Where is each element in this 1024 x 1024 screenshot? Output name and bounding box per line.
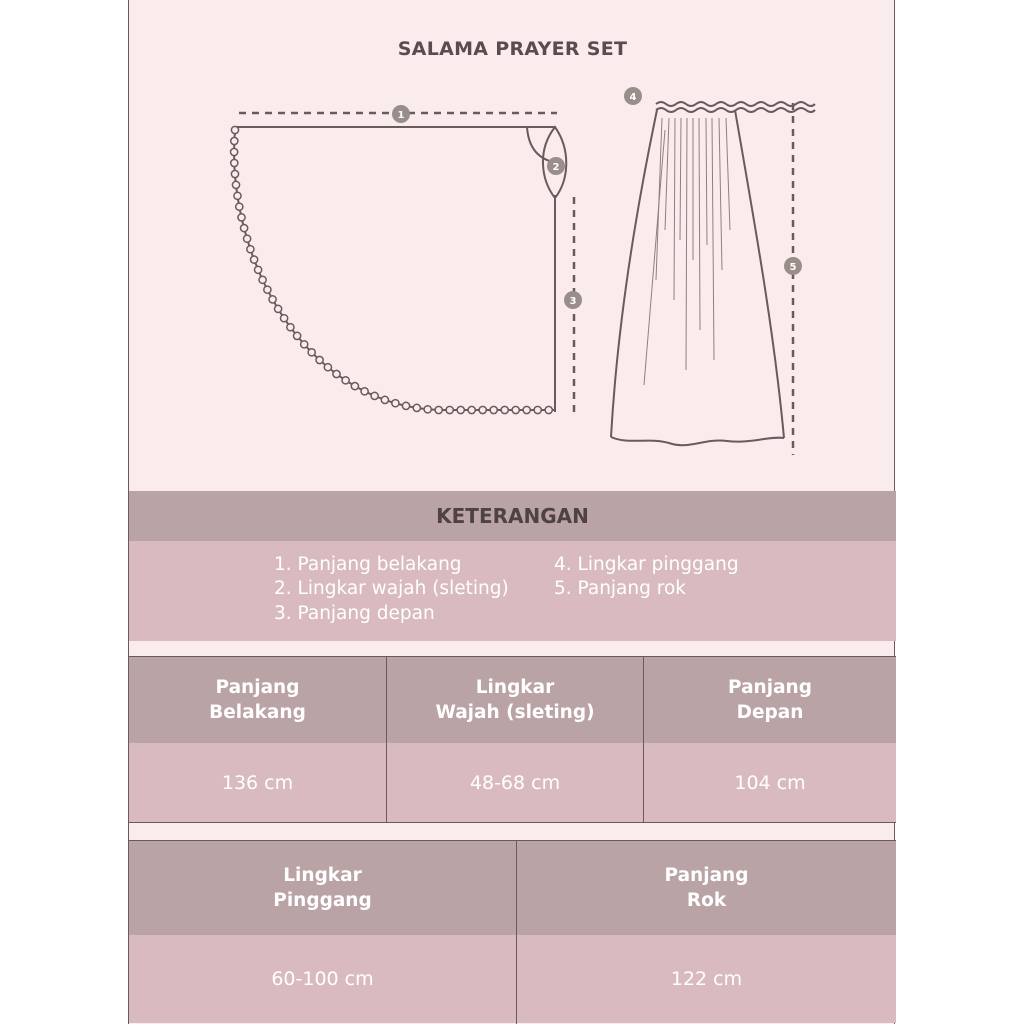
scallop-dot xyxy=(232,181,239,188)
scallop-dot xyxy=(324,364,331,371)
scallop-dot xyxy=(231,159,238,166)
hem-curve xyxy=(234,130,555,410)
size-chart-panel xyxy=(128,0,895,1024)
marker-2 xyxy=(547,157,565,175)
scallop-dot xyxy=(294,332,301,339)
cell-value: 136 cm xyxy=(129,743,386,822)
scallop-dot xyxy=(259,276,266,283)
cell-header-line: Lingkar xyxy=(283,865,362,886)
scallop-dot xyxy=(281,315,288,322)
marker-1-label: 1 xyxy=(397,110,405,121)
cell-header xyxy=(644,657,896,743)
legend-item: 4. Lingkar pinggang xyxy=(554,554,739,575)
cell-header-line: Rok xyxy=(686,890,727,911)
scallop-dot xyxy=(308,349,315,356)
skirt-right-side xyxy=(735,110,784,438)
cell-header-line: Panjang xyxy=(664,865,749,886)
scallop-dot xyxy=(381,396,388,403)
scallop-dot xyxy=(479,406,486,413)
legend-item: 1. Panjang belakang xyxy=(274,554,462,575)
cell-header xyxy=(129,841,516,935)
cell-header xyxy=(387,657,643,743)
scallop-dot xyxy=(301,341,308,348)
marker-5-label: 5 xyxy=(789,262,797,273)
scallop-dot xyxy=(231,137,238,144)
cell-header-line: Wajah (sleting) xyxy=(435,702,595,723)
cell-header-line: Belakang xyxy=(209,702,306,723)
scallop-dot xyxy=(316,356,323,363)
legend-item: 5. Panjang rok xyxy=(554,578,686,599)
corner-arc xyxy=(527,127,553,162)
marker-3-label: 3 xyxy=(569,296,577,307)
table-cell-lingkar-wajah xyxy=(386,657,643,822)
waistband-top xyxy=(656,102,815,106)
scallop-dot xyxy=(244,235,251,242)
cell-header-line: Pinggang xyxy=(273,890,372,911)
scallop-dot xyxy=(361,388,368,395)
scallop-dot xyxy=(231,126,238,133)
scallop-dot xyxy=(255,266,262,273)
scallop-dot xyxy=(424,406,431,413)
table-cell-panjang-rok xyxy=(516,841,896,1024)
scallop-dot xyxy=(371,392,378,399)
scallop-dot xyxy=(231,148,238,155)
scallop-dot xyxy=(231,170,238,177)
cell-value: 122 cm xyxy=(517,935,896,1023)
scallop-dot xyxy=(238,214,245,221)
scallop-dot xyxy=(269,296,276,303)
cell-header-line: Panjang xyxy=(728,677,812,698)
measurement-table-1 xyxy=(129,656,896,823)
table-cell-panjang-belakang xyxy=(129,657,386,822)
cell-header-line: Panjang xyxy=(215,677,300,698)
scallop-dot xyxy=(247,246,254,253)
scallop-dot xyxy=(413,404,420,411)
garment-diagram xyxy=(129,0,896,480)
marker-4-label: 4 xyxy=(629,92,637,103)
scallop-dot xyxy=(512,406,519,413)
marker-1 xyxy=(392,105,410,123)
marker-4 xyxy=(624,87,642,105)
scallop-dot xyxy=(545,406,552,413)
table-cell-panjang-depan xyxy=(643,657,896,822)
scallop-dot xyxy=(241,225,248,232)
scallop-dot xyxy=(275,305,282,312)
cell-value: 48-68 cm xyxy=(387,743,643,822)
table-cell-lingkar-pinggang xyxy=(129,841,516,1024)
scallop-dot xyxy=(236,203,243,210)
scallop-dot xyxy=(287,324,294,331)
legend-list xyxy=(129,541,896,641)
scallop-dot xyxy=(264,286,271,293)
scallop-dot xyxy=(457,406,464,413)
scallop-dot xyxy=(490,406,497,413)
legend-item: 3. Panjang depan xyxy=(274,603,435,624)
skirt-hem xyxy=(611,437,784,445)
scallop-dot xyxy=(523,406,530,413)
marker-5 xyxy=(784,257,802,275)
cell-header xyxy=(517,841,896,935)
scallop-dot xyxy=(468,406,475,413)
cell-value: 60-100 cm xyxy=(129,935,516,1023)
page-title: SALAMA PRAYER SET xyxy=(397,38,628,60)
scallop-dot xyxy=(342,377,349,384)
mukena-top-illustration xyxy=(234,127,566,412)
legend-heading: KETERANGAN xyxy=(129,491,896,541)
cell-header xyxy=(129,657,386,743)
cell-value: 104 cm xyxy=(644,743,896,822)
lace-scallop-trim xyxy=(231,126,553,413)
scallop-dot xyxy=(234,192,241,199)
scallop-dot xyxy=(392,400,399,407)
skirt-pleats xyxy=(644,118,730,385)
cell-header-line: Depan xyxy=(736,702,804,723)
legend-item: 2. Lingkar wajah (sleting) xyxy=(274,578,509,599)
marker-3 xyxy=(564,291,582,309)
scallop-dot xyxy=(351,383,358,390)
scallop-dot xyxy=(333,370,340,377)
scallop-dot xyxy=(501,406,508,413)
scallop-dot xyxy=(446,406,453,413)
scallop-dot xyxy=(534,406,541,413)
scallop-dot xyxy=(435,406,442,413)
marker-2-label: 2 xyxy=(552,162,560,173)
scallop-dot xyxy=(251,256,258,263)
scallop-dot xyxy=(402,402,409,409)
measurement-table-2 xyxy=(129,840,896,1024)
skirt-left-side xyxy=(611,110,657,437)
cell-header-line: Lingkar xyxy=(475,677,555,698)
